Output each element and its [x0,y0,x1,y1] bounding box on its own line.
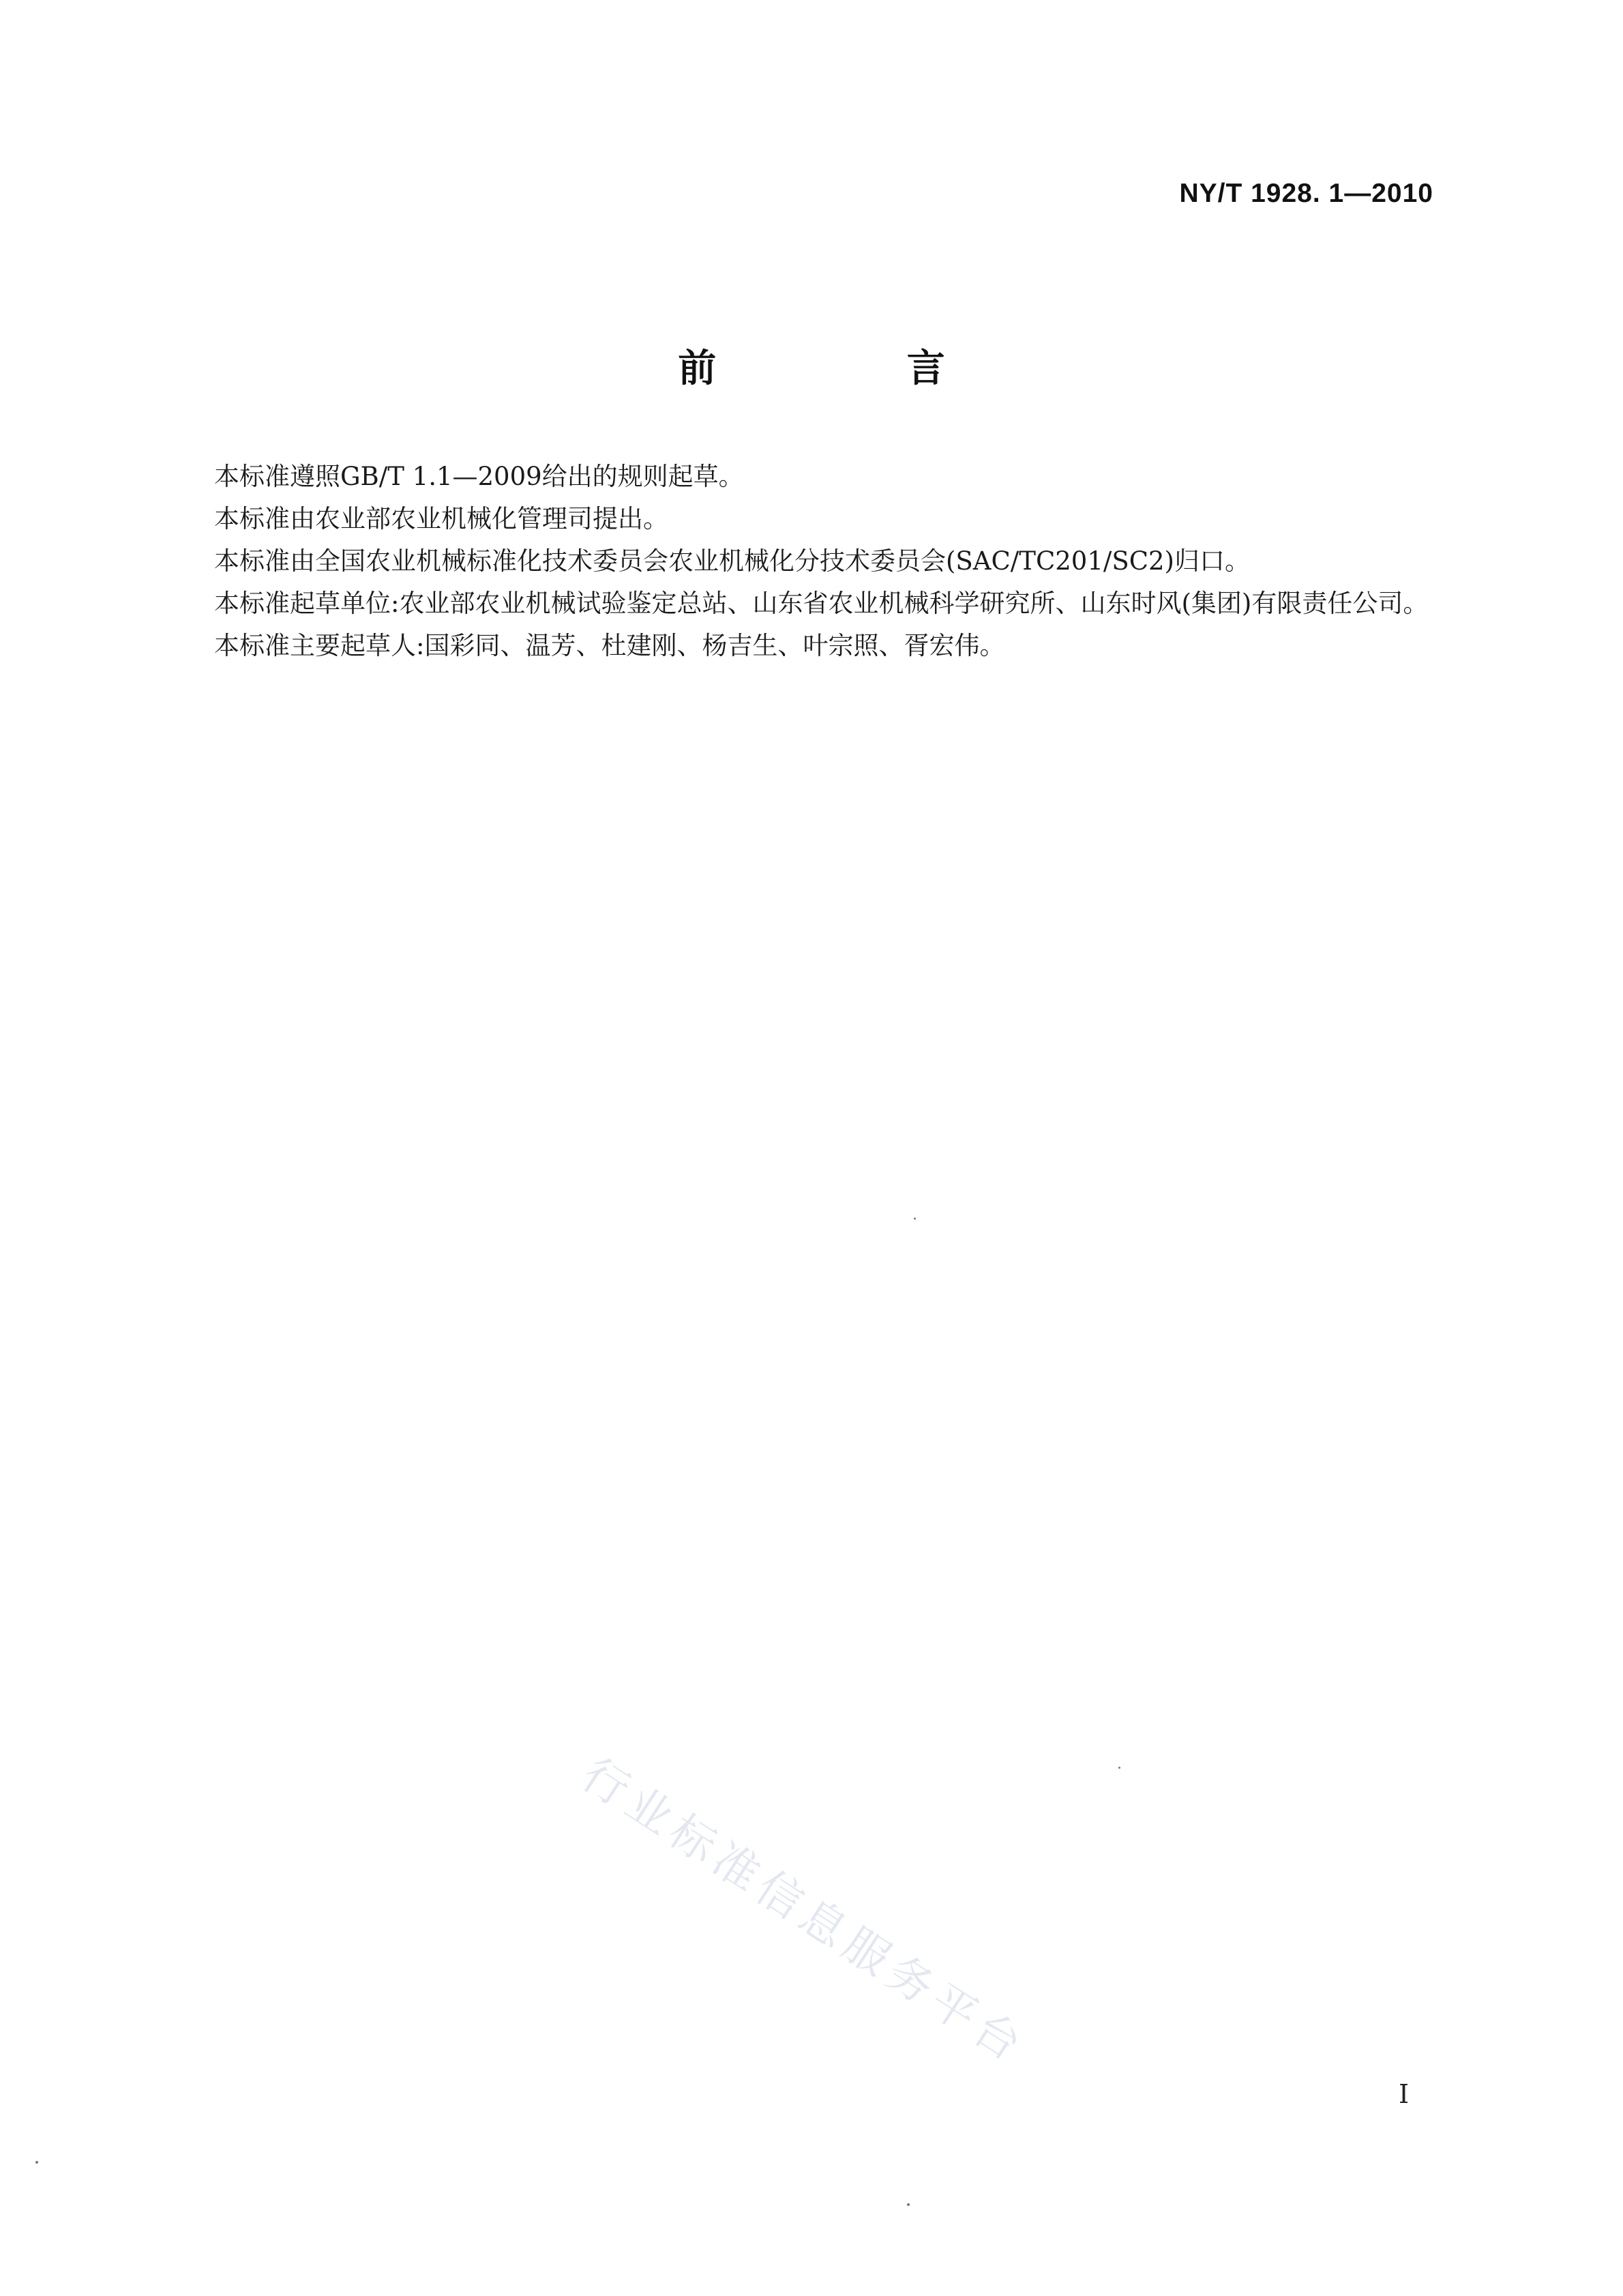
preface-paragraph: 本标准由农业部农业机械化管理司提出。 [214,504,668,533]
preface-paragraph: 本标准起草单位:农业部农业机械试验鉴定总站、山东省农业机械科学研究所、山东时风(集团)有限责任公司。 [214,589,1429,618]
preface-paragraph: 本标准由全国农业机械标准化技术委员会农业机械化分技术委员会(SAC/TC201/SC2)归口。 [214,546,1250,576]
preface-paragraph: 本标准遵照GB/T 1.1—2009给出的规则起草。 [214,462,744,491]
scan-speck [1118,1767,1120,1769]
standard-code: NY/T 1928. 1—2010 [1179,179,1433,208]
page-title: 前 言 [678,347,1034,391]
preface-body [164,456,1432,667]
watermark-text: 行业标准信息服务平台 [572,1748,1037,2075]
scan-speck [35,2161,38,2164]
preface-paragraph: 本标准主要起草人:国彩同、温芳、杜建刚、杨吉生、叶宗照、胥宏伟。 [214,631,1005,660]
page-number: I [1398,2079,1409,2109]
scan-speck [914,1218,916,1220]
scan-speck [907,2203,910,2206]
